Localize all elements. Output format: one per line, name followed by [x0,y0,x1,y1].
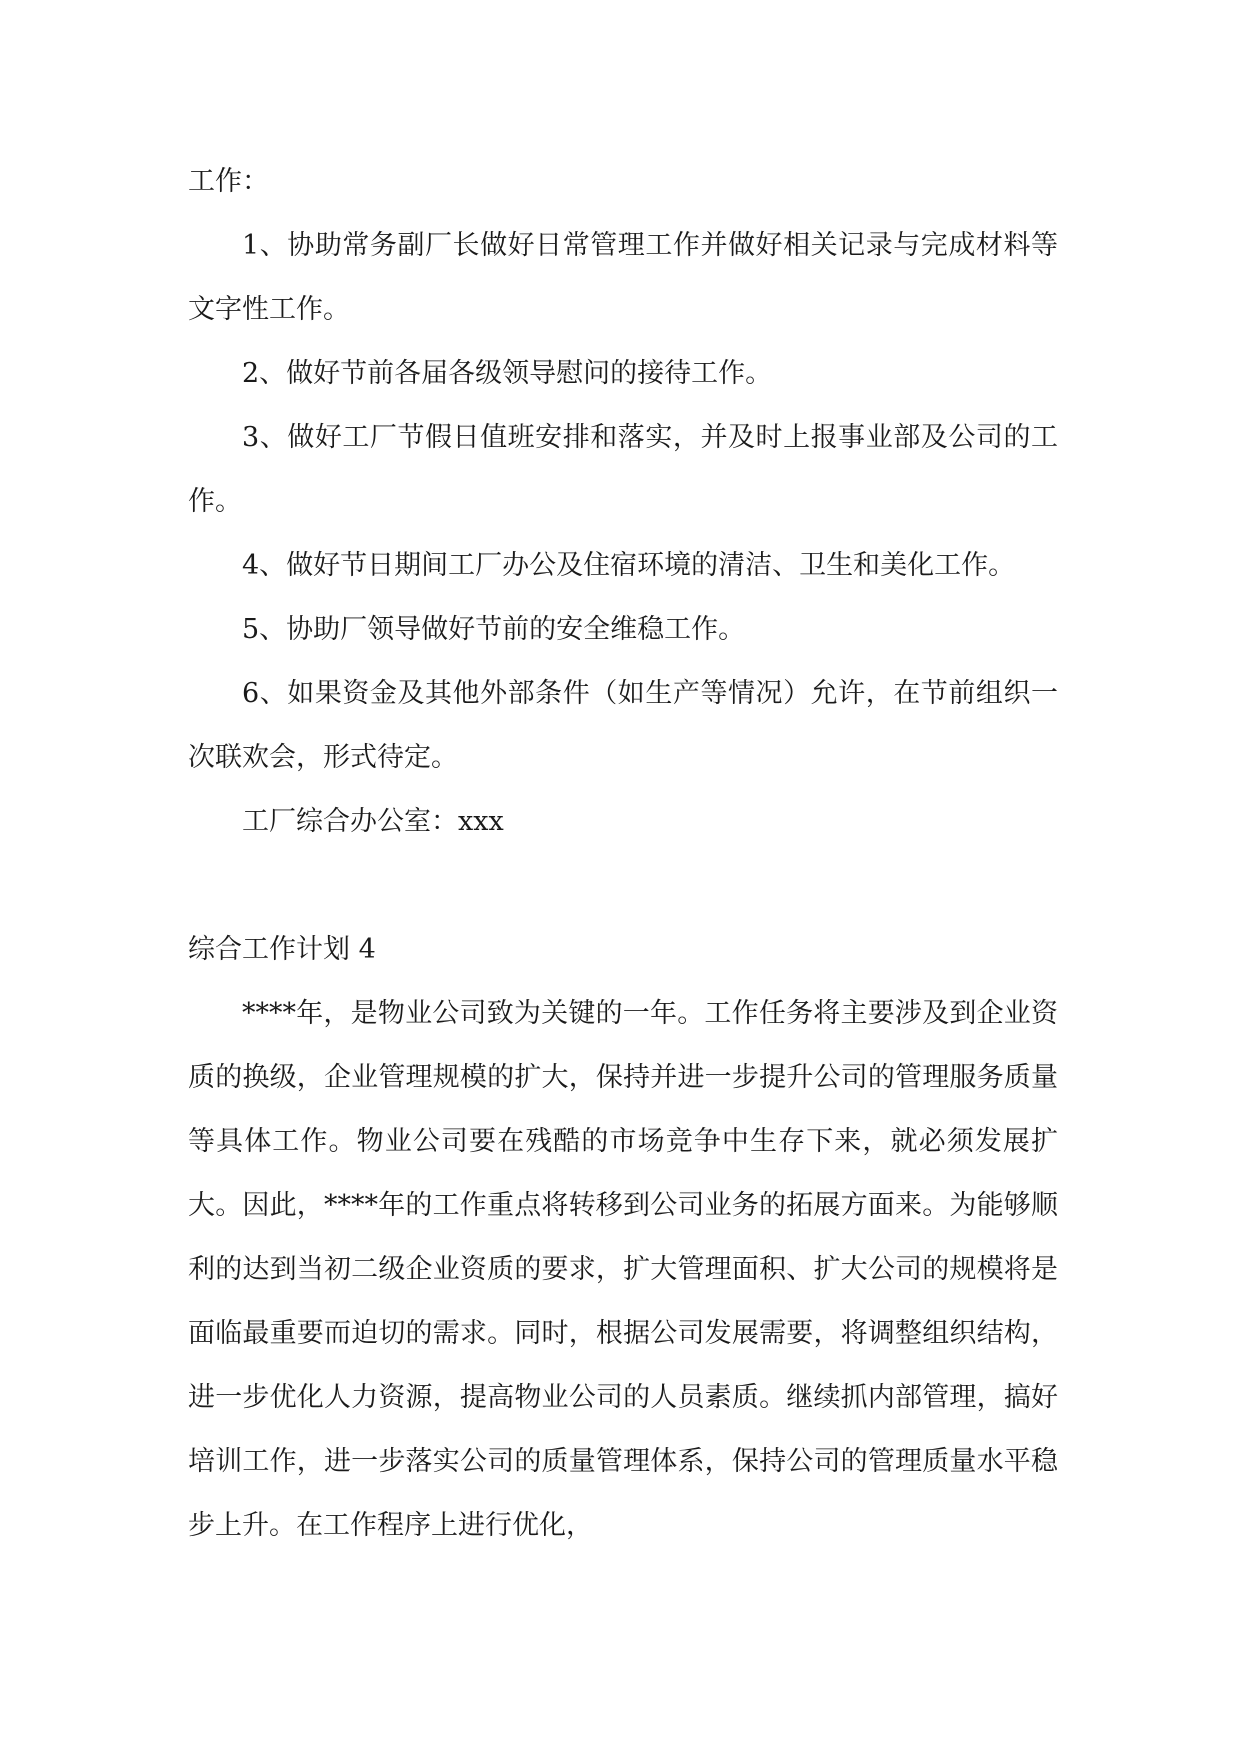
work-item-3: 3、做好工厂节假日值班安排和落实，并及时上报事业部及公司的工作。 [188,422,1058,517]
work-item-6: 6、如果资金及其他外部条件（如生产等情况）允许，在节前组织一次联欢会，形式待定。 [188,678,1058,773]
section-body-paragraph: ****年，是物业公司致为关键的一年。工作任务将主要涉及到企业资质的换级，企业管理规模的扩大，保持并进一步提升公司的管理服务质量等具体工作。物业公司要在残酷的市场竞争中生存下来，就必须发展扩大。因此，****年的工作重点将转移到公司业务的拓展方面来。为能够顺利的达到当初二级企业资质的要求，扩大管理面积、扩大公司的规模将是面临最重要而迫切的需求。同时，根据公司发展需要，将调整组织结构，进一步优化人力资源，提高物业公司的人员素质。继续抓内部管理，搞好培训工作，进一步落实公司的质量管理体系，保持公司的管理质量水平稳步上升。在工作程序上进行优化， [188,998,1058,1541]
work-item-1: 1、协助常务副厂长做好日常管理工作并做好相关记录与完成材料等文字性工作。 [188,230,1058,325]
work-item-4: 4、做好节日期间工厂办公及住宿环境的清洁、卫生和美化工作。 [242,550,1016,581]
signature-line: 工厂综合办公室：xxx [242,806,504,837]
intro-label: 工作： [188,166,269,197]
work-item-5: 5、协助厂领导做好节前的安全维稳工作。 [242,614,746,645]
work-item-2: 2、做好节前各届各级领导慰问的接待工作。 [242,358,773,389]
document-body [188,150,1058,1558]
section-title: 综合工作计划 4 [188,934,376,965]
